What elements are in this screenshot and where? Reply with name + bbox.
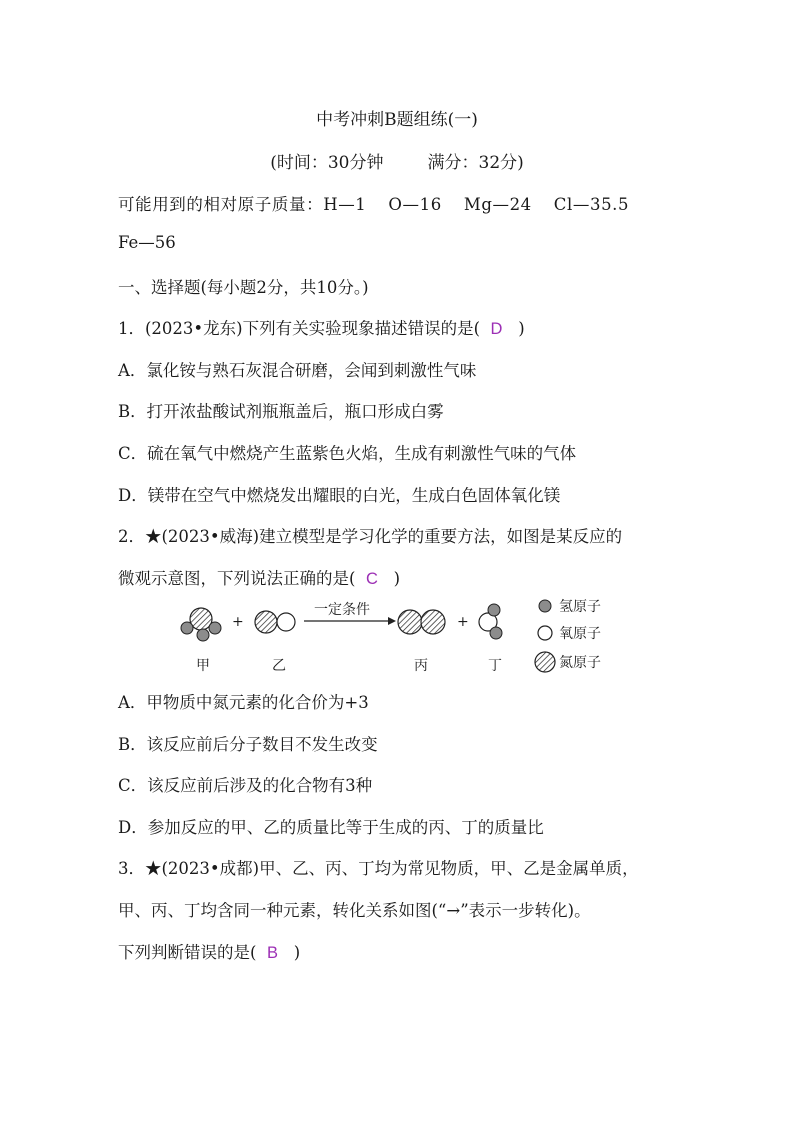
- q2-option-d: D．参加反应的甲、乙的质量比等于生成的丙、丁的质量比: [118, 818, 544, 837]
- legend-oxygen-label: 氧原子: [559, 626, 601, 642]
- label-ding: 丁: [488, 658, 502, 674]
- oxygen-atom: [277, 613, 295, 631]
- legend-nitrogen-label: 氮原子: [559, 655, 601, 671]
- reaction-diagram: [170, 592, 630, 677]
- page-title: 中考冲刺B题组练(一): [316, 110, 478, 130]
- q2-option-b: B．该反应前后分子数目不发生改变: [118, 735, 378, 754]
- q2-option-a: A．甲物质中氮元素的化合价为+3: [118, 693, 369, 712]
- arrow-head-icon: [388, 617, 396, 625]
- legend-hydrogen-label: 氢原子: [559, 599, 601, 615]
- label-yi: 乙: [272, 658, 286, 674]
- relative-mass-line: [118, 191, 629, 215]
- answer-1: D: [490, 320, 503, 338]
- hydrogen-atom: [488, 604, 500, 616]
- time-limit: (时间：30分钟: [270, 153, 384, 173]
- q2-option-c: C．该反应前后涉及的化合物有3种: [118, 776, 373, 795]
- question-3-stem-line3: 下列判断错误的是( B ): [118, 943, 301, 962]
- nitrogen-atom: [421, 610, 445, 634]
- legend-oxygen-icon: [538, 626, 552, 640]
- relative-mass-intro: 可能用到的相对原子质量：: [118, 195, 324, 214]
- question-3-stem-line2: 甲、丙、丁均含同一种元素，转化关系如图(“→”表示一步转化)。: [118, 901, 591, 920]
- section-heading: 一、选择题(每小题2分，共10分。): [118, 278, 369, 297]
- label-bing: 丙: [414, 658, 428, 674]
- molecule-bing: [398, 610, 445, 634]
- q1-option-d: D．镁带在空气中燃烧发出耀眼的白光，生成白色固体氧化镁: [118, 486, 561, 505]
- mass-cl: Cl—35.5: [553, 195, 630, 214]
- answer-2: C: [365, 570, 378, 588]
- legend-hydrogen-icon: [539, 600, 551, 612]
- q1-option-b: B．打开浓盐酸试剂瓶瓶盖后，瓶口形成白雾: [118, 402, 444, 421]
- hydrogen-atom: [197, 629, 209, 641]
- question-2-stem-line1: 2．★(2023•威海)建立模型是学习化学的重要方法，如图是某反应的: [118, 527, 623, 546]
- label-jia: 甲: [196, 658, 210, 674]
- nitrogen-atom: [398, 610, 422, 634]
- q1-option-c: C．硫在氧气中燃烧产生蓝紫色火焰，生成有刺激性气味的气体: [118, 444, 577, 463]
- hydrogen-atom: [181, 622, 193, 634]
- hydrogen-atom: [209, 622, 221, 634]
- plus-sign-1: +: [232, 614, 244, 630]
- question-3-stem-line1: 3．★(2023•成都)甲、乙、丙、丁均为常见物质，甲、乙是金属单质，: [118, 859, 639, 878]
- hydrogen-atom: [490, 627, 502, 639]
- plus-sign-2: +: [457, 614, 469, 630]
- reaction-condition: 一定条件: [314, 602, 370, 618]
- molecule-jia: [181, 608, 221, 641]
- molecule-ding: [479, 604, 502, 639]
- question-2-stem-line2: 微观示意图，下列说法正确的是( C ): [118, 569, 401, 588]
- legend: [535, 599, 601, 672]
- mass-h: H—1: [323, 195, 367, 214]
- question-1-stem: 1．(2023•龙东)下列有关实验现象描述错误的是( D ): [118, 319, 525, 338]
- mass-o: O—16: [388, 195, 442, 214]
- nitrogen-atom: [255, 611, 277, 633]
- full-score: 满分：32分): [427, 153, 524, 173]
- exam-info: [0, 148, 794, 173]
- q1-option-a: A．氯化铵与熟石灰混合研磨，会闻到刺激性气味: [118, 361, 477, 380]
- mass-fe: Fe—56: [118, 233, 176, 252]
- molecule-yi: [255, 611, 295, 633]
- legend-nitrogen-icon: [535, 652, 555, 672]
- answer-3: B: [266, 944, 278, 962]
- mass-mg: Mg—24: [463, 195, 532, 214]
